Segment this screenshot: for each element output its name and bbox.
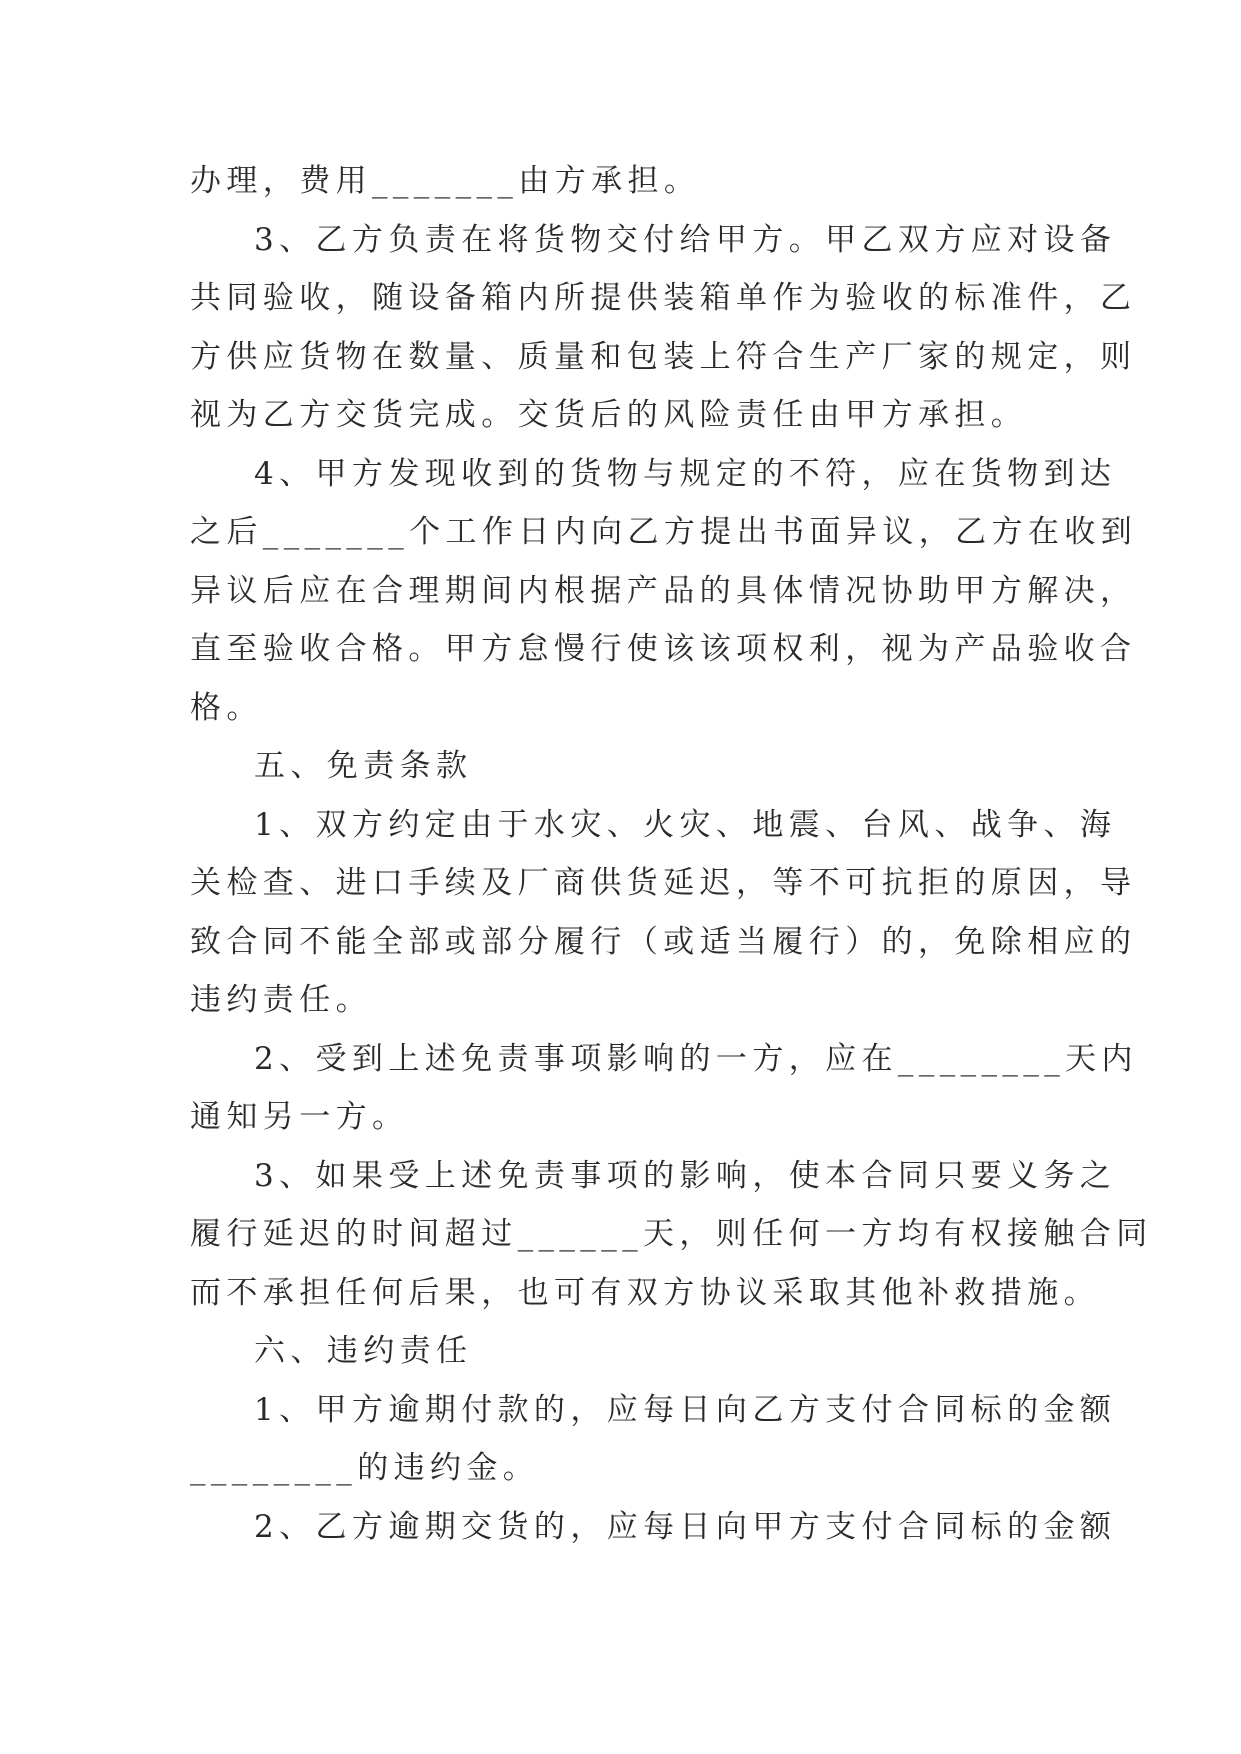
text-line: 之后_______个工作日内向乙方提出书面异议，乙方在收到 (190, 514, 1138, 550)
text-line: 3、乙方负责在将货物交付给甲方。甲乙双方应对设备 (254, 221, 1117, 258)
section-heading: 六、违约责任 (254, 1333, 473, 1369)
text-line: ________的违约金。 (190, 1450, 540, 1486)
text-line: 3、如果受上述免责事项的影响，使本合同只要义务之 (254, 1157, 1117, 1194)
text-line: 关检查、进口手续及厂商供货延迟，等不可抗拒的原因，导 (190, 865, 1137, 901)
text-line: 异议后应在合理期间内根据产品的具体情况协助甲方解决， (190, 572, 1137, 609)
text-line: 而不承担任何后果，也可有双方协议采取其他补救措施。 (190, 1274, 1100, 1311)
text-line: 1、双方约定由于水灾、火灾、地震、台风、战争、海 (254, 806, 1117, 843)
text-line: 违约责任。 (190, 982, 372, 1018)
text-line: 办理，费用_______由方承担。 (190, 163, 701, 199)
text-line: 4、甲方发现收到的货物与规定的不符，应在货物到达 (254, 455, 1117, 492)
text-line: 直至验收合格。甲方怠慢行使该该项权利，视为产品验收合 (190, 631, 1137, 667)
text-line: 2、乙方逾期交货的，应每日向甲方支付合同标的金额 (254, 1508, 1117, 1545)
text-line: 视为乙方交货完成。交货后的风险责任由甲方承担。 (190, 397, 1028, 433)
section-heading: 五、免责条款 (254, 748, 473, 784)
text-line: 履行延迟的时间超过______天，则任何一方均有权接触合同 (190, 1216, 1153, 1252)
text-line: 方供应货物在数量、质量和包装上符合生产厂家的规定，则 (190, 338, 1137, 375)
text-line: 1、甲方逾期付款的，应每日向乙方支付合同标的金额 (254, 1391, 1117, 1428)
document-body (190, 152, 1153, 1556)
text-line: 格。 (190, 689, 263, 726)
text-line: 通知另一方。 (190, 1099, 409, 1135)
text-line: 2、受到上述免责事项影响的一方，应在________天内 (254, 1040, 1138, 1077)
text-line: 致合同不能全部或部分履行（或适当履行）的，免除相应的 (190, 923, 1137, 960)
text-line: 共同验收，随设备箱内所提供装箱单作为验收的标准件，乙 (190, 280, 1137, 316)
